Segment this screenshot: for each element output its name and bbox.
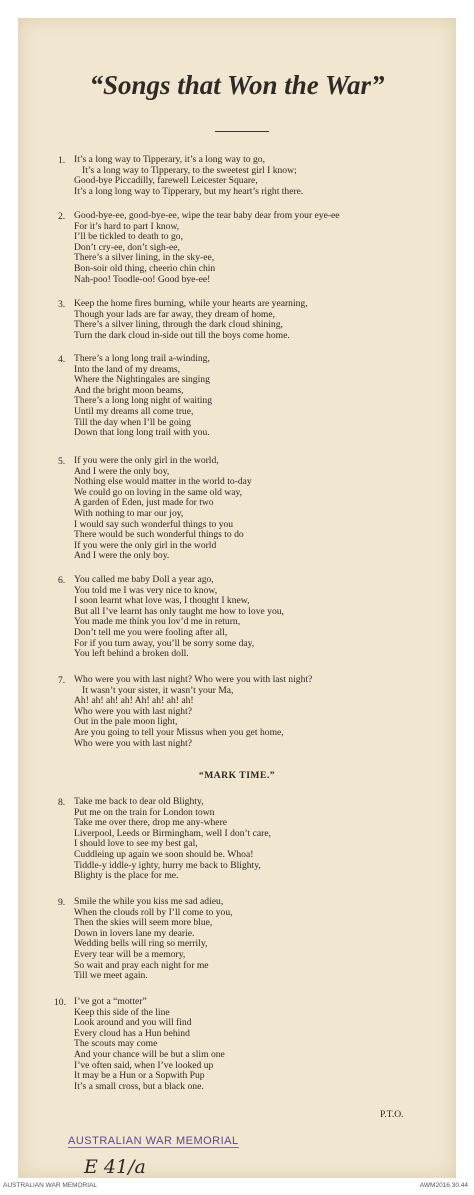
- song-line: But all I’ve learnt has only taught me how to love you,: [74, 605, 284, 617]
- song-line: There’s a long long night of waiting: [74, 395, 213, 407]
- song-number: 8.: [58, 797, 66, 808]
- song-line: You told me I was very nice to know,: [74, 584, 218, 596]
- song-line: When the clouds roll by I’ll come to you,: [74, 906, 233, 918]
- song-line: Ah! ah! ah! ah! Ah! ah! ah! ah!: [74, 695, 194, 707]
- song-line: The scouts may come: [74, 1038, 158, 1050]
- song-line: If you were the only girl in the world: [74, 539, 217, 551]
- song-line: And I were the only boy,: [74, 465, 170, 477]
- song-line: Good-bye Piccadilly, farewell Leicester Square,: [74, 175, 258, 187]
- song-line: Take me back to dear old Blighty,: [74, 796, 204, 807]
- song-line: You left behind a broken doll.: [74, 648, 189, 660]
- song-line: Don’t cry-ee, don’t sigh-ee,: [74, 241, 180, 253]
- song-lines: [74, 997, 225, 1092]
- song-line: You called me baby Doll a year ago,: [74, 574, 214, 585]
- song-line: I would say such wonderful things to you: [74, 518, 234, 530]
- song-line: You made me think you lov’d me in return,: [74, 616, 241, 628]
- song-line: Don’t tell me you were fooling after all,: [74, 626, 228, 638]
- song-number: 3.: [58, 299, 66, 310]
- song-lines: [74, 897, 233, 982]
- song-line: Where the Nightingales are singing: [74, 374, 210, 386]
- song-lines: [74, 456, 252, 562]
- song-line: Tiddle-y iddle-y ighty, hurry me back to Blighty,: [74, 859, 261, 871]
- song-number: 4.: [58, 354, 66, 365]
- song-line: Liverpool, Leeds or Birmingham, well I don’t care,: [74, 827, 271, 839]
- song-number: 2.: [58, 211, 66, 222]
- pto-label: P.T.O.: [380, 1109, 404, 1120]
- song-line: Good-bye-ee, good-bye-ee, wipe the tear baby dear from your eye-ee: [74, 210, 340, 221]
- song-line: I should love to see my best gal,: [74, 838, 198, 850]
- song-line: Every cloud has a Hun behind: [74, 1027, 190, 1039]
- song-line: Into the land of my dreams,: [74, 363, 181, 375]
- song-line: Bon-soir old thing, cheerio chin chin: [74, 262, 216, 274]
- song-line: Out in the pale moon light,: [74, 716, 178, 728]
- song-line: It’s a long way to Tipperary, to the sweetest girl I know;: [82, 164, 297, 176]
- song-line: We could go on loving in the same old way,: [74, 486, 243, 498]
- song-line: So wait and pray each night for me: [74, 959, 209, 971]
- song-number: 9.: [58, 897, 66, 908]
- song-line: Down that long long trail with you.: [74, 427, 210, 439]
- song-number: 1.: [58, 155, 66, 166]
- song-line: Every tear will be a memory,: [74, 948, 186, 960]
- song-line: I soon learnt what love was, I thought I knew,: [74, 595, 250, 607]
- song-line: Nothing else would matter in the world to-day: [74, 476, 252, 488]
- song-line: Keep the home fires burning, while your hearts are yearning,: [74, 298, 308, 309]
- song-line: Though your lads are far away, they dream of home,: [74, 308, 276, 320]
- song-line: Then the skies will seem more blue,: [74, 917, 213, 929]
- awm-stamp: AUSTRALIAN WAR MEMORIAL: [68, 1135, 239, 1147]
- song-number: 10.: [54, 997, 66, 1008]
- song-line: Who were you with last night?: [74, 705, 193, 717]
- song-number: 6.: [58, 575, 66, 586]
- song-line: It’s a long way to Tipperary, it’s a long way to go,: [74, 154, 265, 165]
- song-line: Smile the while you kiss me sad adieu,: [74, 896, 224, 907]
- handwritten-reference: E 41/a: [84, 1156, 146, 1178]
- song-line: There’s a long long trail a-winding,: [74, 353, 210, 364]
- song-lines: [74, 299, 308, 341]
- song-line: And the bright moon beams,: [74, 384, 184, 396]
- song-line: A garden of Eden, just made for two: [74, 497, 214, 509]
- song-line: There would be such wonderful things to do: [74, 529, 244, 541]
- song-lines: [74, 575, 284, 660]
- page-title: “Songs that Won the War”: [89, 70, 385, 100]
- song-line: There’s a silver lining, through the dark cloud shining,: [74, 319, 283, 331]
- song-line: It’s a long long way to Tipperary, but my heart’s right there.: [74, 185, 304, 197]
- song-number: 5.: [58, 456, 66, 467]
- song-line: Until my dreams all come true,: [74, 405, 194, 417]
- song-lines: [74, 797, 271, 882]
- song-line: Till the day when I’ll be going: [74, 416, 191, 428]
- song-line: If you were the only girl in the world,: [74, 455, 219, 466]
- mark-time-heading: “MARK TIME.”: [198, 770, 276, 781]
- song-lines: [74, 211, 340, 285]
- song-line: Put me on the train for London town: [74, 806, 215, 818]
- title-rule: [215, 131, 269, 132]
- song-line: For if you turn away, you’ll be sorry some day,: [74, 637, 255, 649]
- song-lines: [74, 155, 303, 197]
- song-line: I’ll be tickled to death to go,: [74, 231, 183, 243]
- song-line: I’ve often said, when I’ve looked up: [74, 1059, 214, 1071]
- song-line: And your chance will be but a slim one: [74, 1048, 225, 1060]
- song-line: It’s a small cross, but a black one.: [74, 1080, 204, 1092]
- song-line: Down in lovers lane my dearie.: [74, 927, 195, 939]
- song-line: Wedding bells will ring so merrily,: [74, 938, 208, 950]
- footer-institution: AUSTRALIAN WAR MEMORIAL: [3, 1182, 98, 1189]
- song-line: It wasn’t your sister, it wasn’t your Ma,: [82, 684, 234, 696]
- song-line: It may be a Hun or a Sopwith Pup: [74, 1070, 205, 1082]
- song-line: Look around and you will find: [74, 1017, 192, 1029]
- song-number: 7.: [58, 675, 66, 686]
- song-line: Turn the dark cloud in-side out till the boys come home.: [74, 329, 290, 341]
- song-line: For it’s hard to part I know,: [74, 220, 180, 232]
- song-line: With nothing to mar our joy,: [74, 507, 184, 519]
- song-line: Take me over there, drop me any-where: [74, 817, 228, 829]
- song-line: I’ve got a “motter”: [74, 996, 147, 1007]
- song-line: Who were you with last night?: [74, 737, 193, 749]
- song-line: Who were you with last night? Who were you with last night?: [74, 674, 313, 685]
- song-sheet: [18, 18, 456, 1178]
- song-line: Keep this side of the line: [74, 1006, 170, 1018]
- song-line: Till we meet again.: [74, 970, 148, 982]
- song-line: Cuddleing up again we soon should be. Whoa!: [74, 848, 254, 860]
- song-lines: [74, 675, 312, 749]
- song-lines: [74, 354, 212, 439]
- song-line: Are you going to tell your Missus when you get home,: [74, 726, 284, 738]
- song-line: There’s a silver lining, in the sky-ee,: [74, 252, 215, 264]
- song-line: And I were the only boy.: [74, 550, 170, 562]
- footer-accession-number: AWM2016.30.44: [419, 1182, 468, 1189]
- song-line: Blighty is the place for me.: [74, 870, 179, 882]
- song-line: Nah-poo! Toodle-oo! Good bye-ee!: [74, 273, 211, 285]
